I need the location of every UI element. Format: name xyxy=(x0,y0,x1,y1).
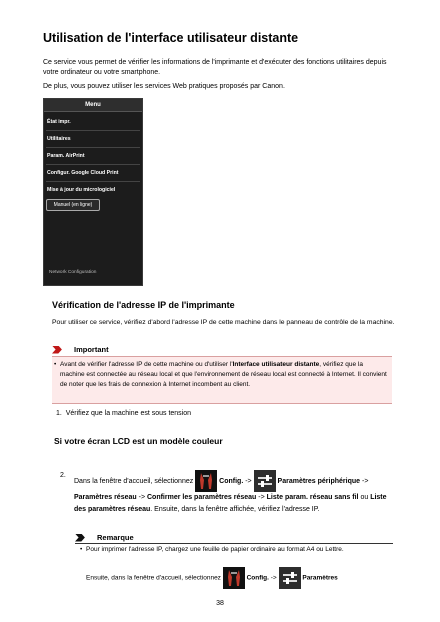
menu-item-printer-status: État impr. xyxy=(47,119,71,125)
important-label: Important xyxy=(74,345,109,354)
intro-paragraph-2: De plus, vous pouvez utiliser les services Web pratiques proposés par Canon. xyxy=(43,83,285,90)
step-1: 1. Vérifiez que la machine est sous tension xyxy=(56,410,192,417)
lcd-heading: Si votre écran LCD est un modèle couleur xyxy=(54,436,223,446)
page-number: 38 xyxy=(216,600,224,607)
menu-item-airprint: Param. AirPrint xyxy=(47,153,85,159)
step-2: 2. Dans la fenêtre d'accueil, sélectionnez Config. -> Paramètres périphérique -> Paramètres réseau -> Confirmer les paramètres réseau -> Liste param. réseau sans fil ou Liste des paramètres réseau. Ensuite, dans la fenêtre affichée, vérifiez l'adresse IP. xyxy=(60,472,387,513)
menu-divider xyxy=(46,147,140,148)
menu-item-firmware-update: Mise à jour du micrologiciel xyxy=(47,187,116,193)
remark-text: • Pour imprimer l'adresse IP, chargez une feuille de papier ordinaire au format A4 ou Lettre. Ensuite, dans la fenêtre d'accueil, sélectionnez Config. -> Paramètres xyxy=(86,545,386,589)
chevron-right-icon xyxy=(52,346,70,354)
manual-online-button: Manuel (en ligne) xyxy=(46,199,100,211)
section-paragraph: Pour utiliser ce service, vérifiez d'abord l'adresse IP de cette machine dans le panneau de contrôle de la machine. xyxy=(52,319,395,326)
remark-heading xyxy=(75,533,134,542)
menu-header: Menu xyxy=(44,99,142,112)
home-tools-icon xyxy=(223,567,245,589)
page-title: Utilisation de l'interface utilisateur distante xyxy=(43,31,299,45)
menu-item-utilities: Utilitaires xyxy=(47,136,71,142)
remote-ui-menu-screenshot xyxy=(43,98,143,286)
remark-label: Remarque xyxy=(97,533,134,542)
settings-sliders-icon xyxy=(254,470,276,492)
home-tools-icon xyxy=(195,470,217,492)
remark-divider xyxy=(75,543,393,544)
important-text: • Avant de vérifier l'adresse IP de cette machine ou d'utiliser l'Interface utilisateur distante, vérifiez que la machine est connectée au réseau local et que l'environnement de réseau local est connecté à Internet. Il convient de noter que les frais de connexion à Internet incombent au client. xyxy=(54,361,387,388)
menu-item-google-cloud-print: Configur. Google Cloud Print xyxy=(47,170,119,176)
menu-divider xyxy=(46,130,140,131)
menu-divider xyxy=(46,164,140,165)
menu-divider xyxy=(46,181,140,182)
section-title: Vérification de l'adresse IP de l'imprimante xyxy=(52,300,235,310)
settings-sliders-icon xyxy=(279,567,301,589)
intro-paragraph-1: Ce service vous permet de vérifier les informations de l'imprimante et d'exécuter des fonctions utilitaires depuis votre ordinateur ou votre smartphone. xyxy=(43,59,387,76)
important-heading xyxy=(52,345,109,354)
chevron-right-icon xyxy=(75,534,93,542)
menu-footer: Network Configuration xyxy=(49,270,97,275)
